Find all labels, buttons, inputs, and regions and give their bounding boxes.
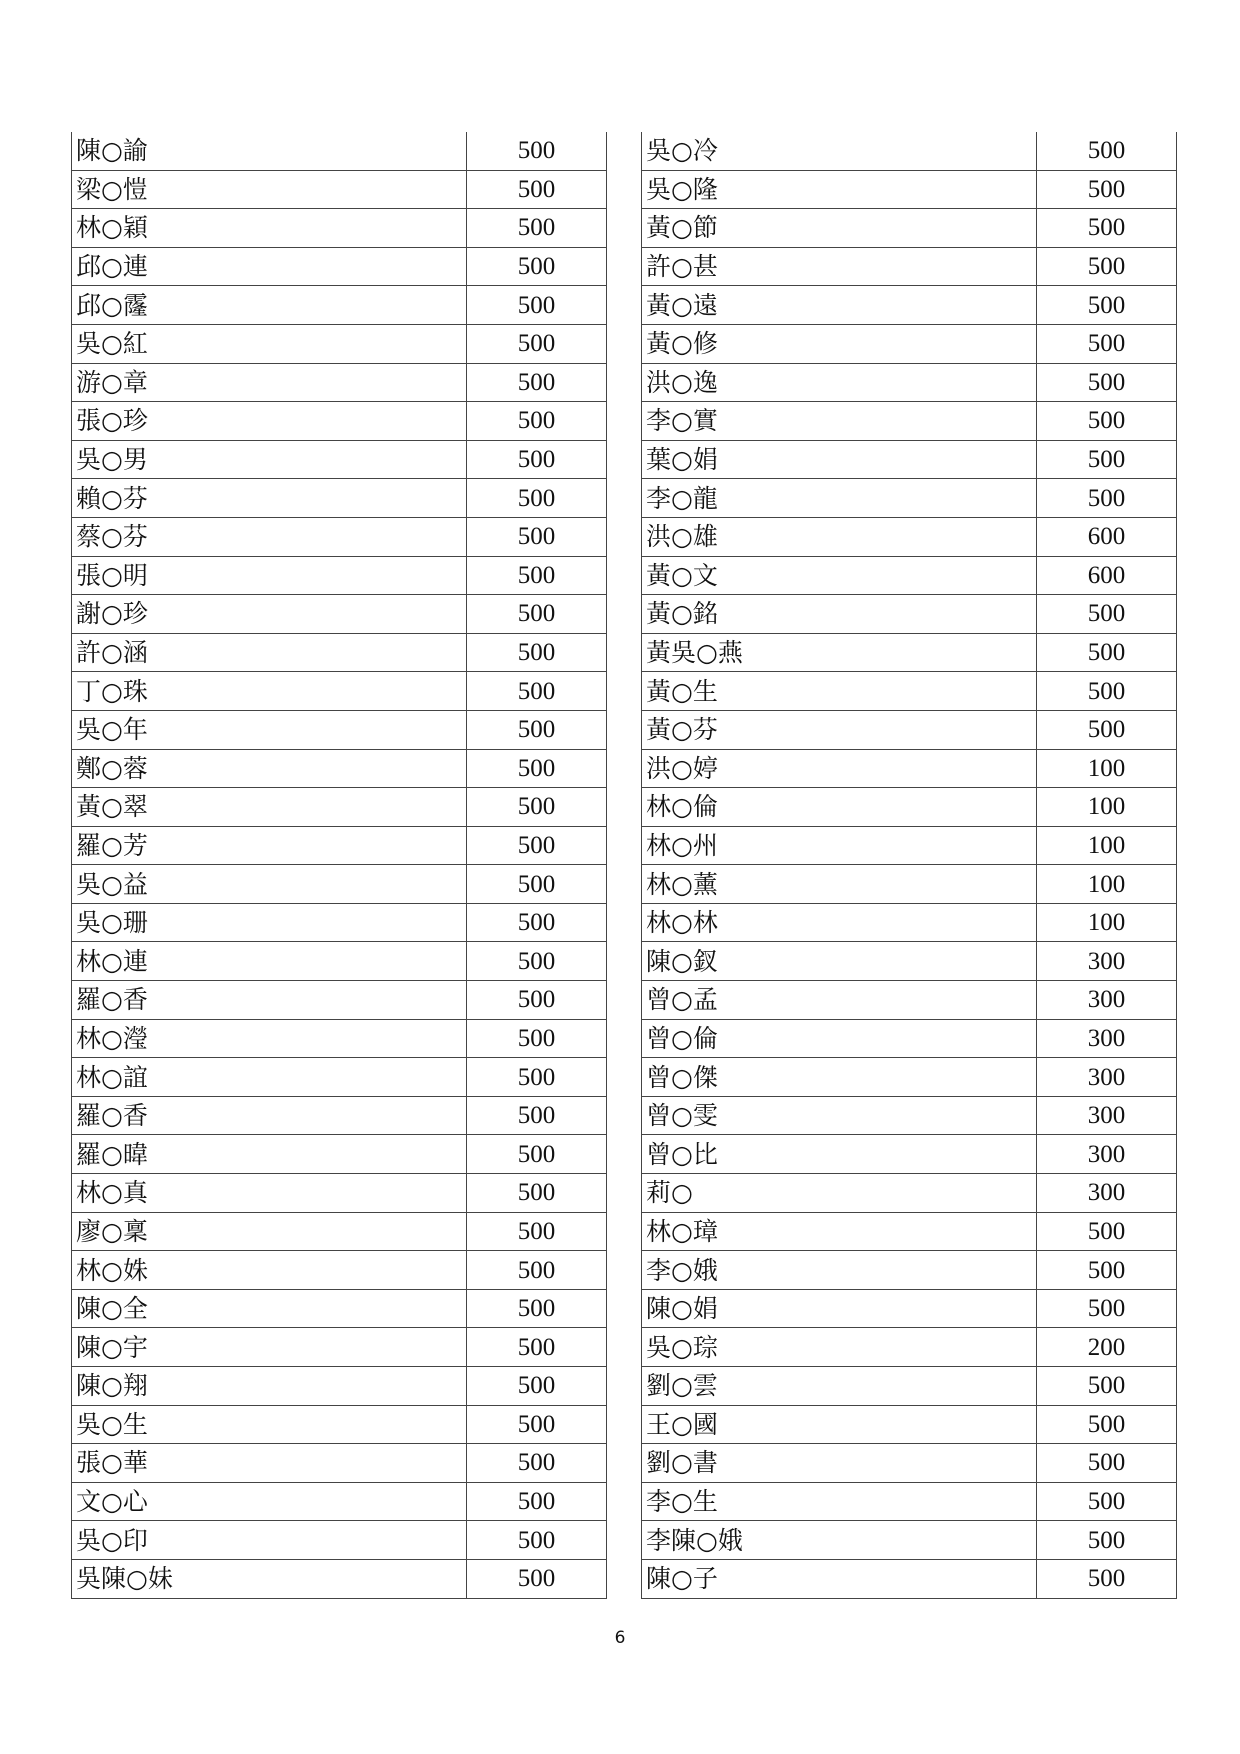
donor-name: 洪○雄 — [642, 517, 1037, 556]
table-row — [642, 402, 1177, 441]
table-row — [642, 1521, 1177, 1560]
donor-name: 陳○娟 — [642, 1289, 1037, 1328]
donation-amount: 500 — [467, 1251, 607, 1290]
donation-amount: 500 — [467, 324, 607, 363]
donor-name: 陳○翔 — [72, 1367, 467, 1406]
table-row — [642, 209, 1177, 248]
donor-name: 李○生 — [642, 1482, 1037, 1521]
donor-name: 陳○釵 — [642, 942, 1037, 981]
table-row — [72, 788, 607, 827]
table-row — [642, 749, 1177, 788]
table-row — [72, 942, 607, 981]
donation-amount: 500 — [467, 903, 607, 942]
donor-name: 劉○書 — [642, 1444, 1037, 1483]
donor-name: 吳○男 — [72, 440, 467, 479]
donor-name: 李○龍 — [642, 479, 1037, 518]
donation-amount: 500 — [467, 209, 607, 248]
donation-amount: 500 — [467, 1444, 607, 1483]
donation-amount: 500 — [1037, 132, 1177, 170]
donation-amount: 300 — [1037, 1096, 1177, 1135]
table-row — [642, 788, 1177, 827]
donation-amount: 500 — [1037, 1482, 1177, 1521]
table-row — [642, 132, 1177, 170]
donation-amount: 600 — [1037, 556, 1177, 595]
donation-amount: 500 — [1037, 209, 1177, 248]
table-row — [72, 363, 607, 402]
page-number: 6 — [614, 1628, 626, 1648]
donor-name: 鄭○蓉 — [72, 749, 467, 788]
table-row — [72, 324, 607, 363]
donor-name: 莉○ — [642, 1174, 1037, 1213]
table-row — [642, 1058, 1177, 1097]
donation-amount: 100 — [1037, 788, 1177, 827]
table-row — [642, 1174, 1177, 1213]
table-row — [642, 1212, 1177, 1251]
donor-name: 游○章 — [72, 363, 467, 402]
table-row — [72, 1212, 607, 1251]
donor-name: 李陳○娥 — [642, 1521, 1037, 1560]
donation-amount: 100 — [1037, 865, 1177, 904]
donor-name: 林○瀅 — [72, 1019, 467, 1058]
donor-name: 黃○生 — [642, 672, 1037, 711]
donor-name: 李○娥 — [642, 1251, 1037, 1290]
donation-amount: 500 — [467, 981, 607, 1020]
donation-amount: 500 — [1037, 1251, 1177, 1290]
table-row — [72, 710, 607, 749]
donor-name: 曾○倫 — [642, 1019, 1037, 1058]
donor-name: 黃○翠 — [72, 788, 467, 827]
donor-name: 張○華 — [72, 1444, 467, 1483]
donor-table-left — [71, 132, 607, 1599]
donor-name: 邱○霳 — [72, 286, 467, 325]
table-row — [642, 1019, 1177, 1058]
donor-name: 張○珍 — [72, 402, 467, 441]
table-row — [72, 1135, 607, 1174]
table-row — [642, 1289, 1177, 1328]
table-row — [72, 672, 607, 711]
table-row — [72, 286, 607, 325]
table-row — [72, 209, 607, 248]
table-row — [72, 479, 607, 518]
donation-amount: 500 — [467, 942, 607, 981]
table-row — [642, 595, 1177, 634]
donor-name: 賴○芬 — [72, 479, 467, 518]
donation-amount: 500 — [467, 1135, 607, 1174]
donation-amount: 500 — [467, 286, 607, 325]
donation-amount: 500 — [467, 672, 607, 711]
table-row — [642, 1251, 1177, 1290]
donor-name: 林○林 — [642, 903, 1037, 942]
donation-amount: 500 — [467, 402, 607, 441]
table-row — [72, 1058, 607, 1097]
donation-amount: 300 — [1037, 981, 1177, 1020]
table-row — [642, 479, 1177, 518]
table-row — [642, 1405, 1177, 1444]
donation-amount: 500 — [467, 1521, 607, 1560]
donation-amount: 500 — [467, 1367, 607, 1406]
donor-name: 林○穎 — [72, 209, 467, 248]
donation-amount: 500 — [467, 132, 607, 170]
table-row — [642, 440, 1177, 479]
table-row — [642, 1482, 1177, 1521]
donor-name: 吳○隆 — [642, 170, 1037, 209]
table-row — [72, 247, 607, 286]
donor-name: 吳○印 — [72, 1521, 467, 1560]
donor-name: 許○涵 — [72, 633, 467, 672]
donation-amount: 500 — [467, 1058, 607, 1097]
table-row — [72, 517, 607, 556]
donation-amount: 500 — [467, 710, 607, 749]
table-row — [642, 1096, 1177, 1135]
donation-amount: 500 — [467, 1174, 607, 1213]
donor-name: 羅○香 — [72, 981, 467, 1020]
donor-table-right — [641, 132, 1177, 1599]
donor-name: 張○明 — [72, 556, 467, 595]
donor-name: 梁○愷 — [72, 170, 467, 209]
donation-amount: 500 — [467, 633, 607, 672]
table-row — [642, 942, 1177, 981]
donor-name: 吳○琮 — [642, 1328, 1037, 1367]
donor-name: 曾○傑 — [642, 1058, 1037, 1097]
donor-name: 林○姝 — [72, 1251, 467, 1290]
donor-name: 廖○稟 — [72, 1212, 467, 1251]
donor-name: 陳○子 — [642, 1559, 1037, 1598]
table-row — [642, 1328, 1177, 1367]
table-row — [642, 517, 1177, 556]
donation-amount: 500 — [1037, 1521, 1177, 1560]
donation-amount: 500 — [1037, 1444, 1177, 1483]
donor-name: 文○心 — [72, 1482, 467, 1521]
donation-amount: 500 — [467, 363, 607, 402]
donor-name: 洪○婷 — [642, 749, 1037, 788]
donation-amount: 500 — [1037, 1289, 1177, 1328]
table-row — [72, 826, 607, 865]
donation-amount: 300 — [1037, 1058, 1177, 1097]
donation-amount: 500 — [467, 749, 607, 788]
donor-name: 林○真 — [72, 1174, 467, 1213]
table-row — [72, 1367, 607, 1406]
donation-amount: 100 — [1037, 826, 1177, 865]
table-row — [642, 324, 1177, 363]
donation-amount: 500 — [1037, 170, 1177, 209]
donor-name: 謝○珍 — [72, 595, 467, 634]
table-row — [72, 1251, 607, 1290]
donor-name: 羅○暐 — [72, 1135, 467, 1174]
donation-amount: 500 — [1037, 1367, 1177, 1406]
donor-name: 王○國 — [642, 1405, 1037, 1444]
donor-table-right-body — [642, 132, 1177, 1598]
table-row — [72, 1405, 607, 1444]
donation-amount: 300 — [1037, 1019, 1177, 1058]
table-row — [642, 981, 1177, 1020]
donation-amount: 500 — [1037, 710, 1177, 749]
donation-amount: 500 — [467, 556, 607, 595]
donation-amount: 500 — [1037, 1212, 1177, 1251]
donor-name: 曾○孟 — [642, 981, 1037, 1020]
donor-name: 黃○銘 — [642, 595, 1037, 634]
donation-amount: 100 — [1037, 903, 1177, 942]
table-row — [72, 170, 607, 209]
table-row — [642, 1367, 1177, 1406]
donor-name: 曾○比 — [642, 1135, 1037, 1174]
donation-amount: 500 — [467, 865, 607, 904]
donor-name: 劉○雲 — [642, 1367, 1037, 1406]
table-row — [72, 132, 607, 170]
donor-name: 黃○修 — [642, 324, 1037, 363]
donation-amount: 500 — [467, 1289, 607, 1328]
donation-amount: 500 — [467, 517, 607, 556]
table-row — [72, 1019, 607, 1058]
table-row — [72, 440, 607, 479]
table-row — [72, 1559, 607, 1598]
donation-amount: 500 — [467, 595, 607, 634]
table-row — [642, 1444, 1177, 1483]
donor-name: 許○甚 — [642, 247, 1037, 286]
donation-amount: 500 — [467, 1559, 607, 1598]
donation-amount: 500 — [467, 1096, 607, 1135]
donor-name: 吳○冷 — [642, 132, 1037, 170]
donation-amount: 500 — [1037, 595, 1177, 634]
donor-name: 吳○益 — [72, 865, 467, 904]
table-row — [72, 981, 607, 1020]
table-row — [72, 402, 607, 441]
donation-amount: 500 — [467, 170, 607, 209]
table-row — [642, 170, 1177, 209]
donor-name: 吳○年 — [72, 710, 467, 749]
donation-amount: 500 — [1037, 324, 1177, 363]
donation-amount: 500 — [1037, 286, 1177, 325]
donor-name: 丁○珠 — [72, 672, 467, 711]
donation-amount: 500 — [467, 1405, 607, 1444]
donor-name: 蔡○芬 — [72, 517, 467, 556]
table-row — [642, 903, 1177, 942]
donor-name: 黃○遠 — [642, 286, 1037, 325]
donor-name: 曾○雯 — [642, 1096, 1037, 1135]
donor-name: 林○倫 — [642, 788, 1037, 827]
donor-name: 洪○逸 — [642, 363, 1037, 402]
table-row — [642, 672, 1177, 711]
donation-amount: 300 — [1037, 1174, 1177, 1213]
donor-name: 陳○全 — [72, 1289, 467, 1328]
donation-amount: 200 — [1037, 1328, 1177, 1367]
donor-name: 陳○諭 — [72, 132, 467, 170]
donor-name: 陳○宇 — [72, 1328, 467, 1367]
table-row — [642, 363, 1177, 402]
donation-amount: 500 — [1037, 479, 1177, 518]
donor-name: 黃○文 — [642, 556, 1037, 595]
donor-name: 吳陳○妹 — [72, 1559, 467, 1598]
donation-amount: 300 — [1037, 942, 1177, 981]
donation-amount: 500 — [467, 247, 607, 286]
donation-amount: 500 — [1037, 440, 1177, 479]
donation-amount: 100 — [1037, 749, 1177, 788]
donation-amount: 500 — [1037, 247, 1177, 286]
donation-amount: 500 — [467, 1019, 607, 1058]
donor-name: 羅○芳 — [72, 826, 467, 865]
donation-amount: 500 — [467, 1328, 607, 1367]
donor-name: 吳○珊 — [72, 903, 467, 942]
donation-amount: 500 — [1037, 1405, 1177, 1444]
table-row — [72, 1328, 607, 1367]
donation-amount: 500 — [467, 826, 607, 865]
donor-name: 吳○紅 — [72, 324, 467, 363]
table-row — [642, 556, 1177, 595]
donor-name: 林○州 — [642, 826, 1037, 865]
donor-name: 羅○香 — [72, 1096, 467, 1135]
donor-name: 林○薰 — [642, 865, 1037, 904]
donation-amount: 500 — [1037, 633, 1177, 672]
table-row — [642, 247, 1177, 286]
donor-name: 林○誼 — [72, 1058, 467, 1097]
donation-amount: 500 — [467, 1212, 607, 1251]
donation-amount: 500 — [1037, 1559, 1177, 1598]
table-row — [72, 865, 607, 904]
table-row — [72, 556, 607, 595]
donor-name: 黃吳○燕 — [642, 633, 1037, 672]
donor-name: 林○連 — [72, 942, 467, 981]
donation-amount: 500 — [467, 479, 607, 518]
donation-amount: 300 — [1037, 1135, 1177, 1174]
donation-amount: 500 — [1037, 363, 1177, 402]
table-row — [72, 903, 607, 942]
table-row — [642, 286, 1177, 325]
table-row — [72, 749, 607, 788]
donation-amount: 500 — [1037, 402, 1177, 441]
donation-amount: 500 — [467, 440, 607, 479]
table-row — [72, 1289, 607, 1328]
donor-table-left-body — [72, 132, 607, 1598]
table-row — [72, 595, 607, 634]
table-row — [642, 633, 1177, 672]
donation-amount: 500 — [1037, 672, 1177, 711]
donation-amount: 500 — [467, 788, 607, 827]
table-row — [72, 1521, 607, 1560]
table-row — [72, 1444, 607, 1483]
donation-amount: 500 — [467, 1482, 607, 1521]
table-row — [642, 710, 1177, 749]
donor-name: 吳○生 — [72, 1405, 467, 1444]
donor-name: 林○璋 — [642, 1212, 1037, 1251]
donor-name: 黃○芬 — [642, 710, 1037, 749]
donor-name: 邱○連 — [72, 247, 467, 286]
table-row — [642, 826, 1177, 865]
donor-name: 李○實 — [642, 402, 1037, 441]
table-row — [642, 865, 1177, 904]
table-row — [72, 633, 607, 672]
table-row — [642, 1559, 1177, 1598]
donor-name: 葉○娟 — [642, 440, 1037, 479]
donation-amount: 600 — [1037, 517, 1177, 556]
table-row — [642, 1135, 1177, 1174]
donor-name: 黃○節 — [642, 209, 1037, 248]
table-row — [72, 1482, 607, 1521]
table-row — [72, 1096, 607, 1135]
table-row — [72, 1174, 607, 1213]
